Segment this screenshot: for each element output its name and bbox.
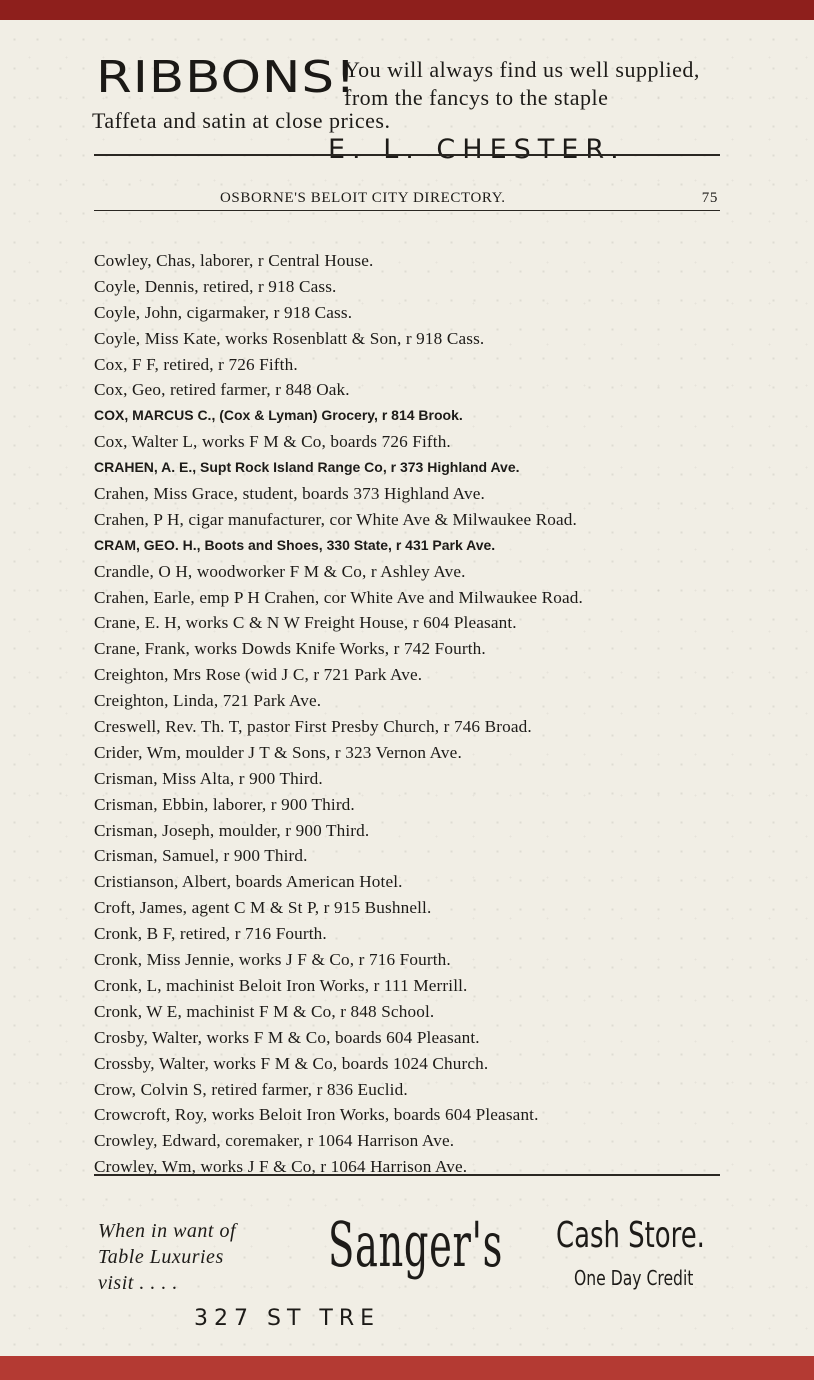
top-edge-band — [0, 0, 814, 20]
directory-entry: Crossby, Walter, works F M & Co, boards 1024 Church. — [94, 1053, 489, 1073]
directory-entry: Coyle, John, cigarmaker, r 918 Cass. — [94, 302, 353, 322]
directory-entry: Croft, James, agent C M & St P, r 915 Bushnell. — [94, 898, 432, 918]
directory-entry: Crahen, P H, cigar manufacturer, cor White Ave & Milwaukee Road. — [94, 509, 577, 529]
directory-entry: Crow, Colvin S, retired farmer, r 836 Euclid. — [94, 1079, 408, 1099]
directory-entry: Coyle, Miss Kate, works Rosenblatt & Son, r 918 Cass. — [94, 328, 485, 348]
header-divider-rule — [94, 210, 720, 211]
directory-entry: Creswell, Rev. Th. T, pastor First Presby Church, r 746 Broad. — [94, 717, 532, 737]
ad-luxuries-line: visit . . . . — [98, 1272, 178, 1294]
directory-entry: Cristianson, Albert, boards American Hotel. — [94, 872, 403, 892]
directory-entry: Crisman, Joseph, moulder, r 900 Third. — [94, 820, 370, 840]
directory-entry: Coyle, Dennis, retired, r 918 Cass. — [94, 276, 337, 296]
directory-entry: CRAHEN, A. E., Supt Rock Island Range Co, r 373 Highland Ave. — [94, 459, 520, 476]
directory-title: OSBORNE'S BELOIT CITY DIRECTORY. — [220, 190, 506, 206]
directory-entry: Cronk, Miss Jennie, works J F & Co, r 716 Fourth. — [94, 950, 451, 970]
ad-luxuries-line: When in want of — [98, 1220, 237, 1242]
ad-tagline: You will always find us well supplied, from the fancys to the staple — [344, 57, 700, 110]
directory-entry: Crowley, Edward, coremaker, r 1064 Harrison Ave. — [94, 1131, 455, 1151]
page-number: 75 — [701, 190, 718, 206]
ad-subline: Taffeta and satin at close prices. — [92, 108, 391, 133]
directory-page — [0, 20, 814, 1356]
bottom-divider-rule — [94, 1174, 720, 1176]
directory-entry: Crowcroft, Roy, works Beloit Iron Works, boards 604 Pleasant. — [94, 1105, 539, 1125]
ad-store-terms: One Day Credit — [574, 1266, 694, 1290]
running-header — [94, 188, 720, 210]
directory-entry: Crisman, Miss Alta, r 900 Third. — [94, 768, 323, 788]
ad-store-name: Sanger's — [328, 1208, 503, 1281]
directory-entry: COX, MARCUS C., (Cox & Lyman) Grocery, r 814 Brook. — [94, 407, 463, 424]
top-divider-rule — [94, 154, 720, 156]
directory-entry: Cronk, L, machinist Beloit Iron Works, r 111 Merrill. — [94, 975, 468, 995]
directory-entry: Crisman, Ebbin, laborer, r 900 Third. — [94, 794, 355, 814]
directory-entry: Crahen, Miss Grace, student, boards 373 Highland Ave. — [94, 484, 485, 504]
directory-entry: Creighton, Linda, 721 Park Ave. — [94, 691, 322, 711]
directory-entry: Crane, E. H, works C & N W Freight House, r 604 Pleasant. — [94, 613, 517, 633]
directory-entry: Cox, Geo, retired farmer, r 848 Oak. — [94, 380, 350, 400]
directory-entry: Crisman, Samuel, r 900 Third. — [94, 846, 308, 866]
ad-store-address: 327 ST TRE — [194, 1306, 381, 1331]
directory-entry: Cronk, B F, retired, r 716 Fourth. — [94, 924, 327, 944]
ad-luxuries-line: Table Luxuries — [98, 1246, 224, 1268]
directory-entry: Crowley, Wm, works J F & Co, r 1064 Harrison Ave. — [94, 1157, 468, 1177]
top-advertisement — [92, 42, 732, 172]
bottom-edge-band — [0, 1356, 814, 1380]
directory-entry: Crider, Wm, moulder J T & Sons, r 323 Vernon Ave. — [94, 742, 462, 762]
directory-entry: Cowley, Chas, laborer, r Central House. — [94, 251, 374, 270]
ad-store-type: Cash Store. — [556, 1215, 705, 1256]
directory-entry: Crahen, Earle, emp P H Crahen, cor White Ave and Milwaukee Road. — [94, 587, 583, 607]
directory-entry: Cox, Walter L, works F M & Co, boards 726 Fifth. — [94, 432, 451, 452]
ad-merchant-name: E. L. CHESTER. — [328, 134, 626, 165]
directory-entry: Cronk, W E, machinist F M & Co, r 848 School. — [94, 1001, 435, 1021]
directory-entry: Crandle, O H, woodworker F M & Co, r Ashley Ave. — [94, 561, 466, 581]
directory-entry: Crane, Frank, works Dowds Knife Works, r 742 Fourth. — [94, 639, 486, 659]
directory-entry: Crosby, Walter, works F M & Co, boards 604 Pleasant. — [94, 1027, 480, 1047]
ad-headline: RIBBONS! — [96, 52, 357, 103]
bottom-advertisement — [94, 1206, 734, 1336]
directory-entry: Cox, F F, retired, r 726 Fifth. — [94, 354, 298, 374]
ad-luxuries-text — [98, 1218, 236, 1296]
directory-entries — [94, 248, 734, 1180]
directory-entry: CRAM, GEO. H., Boots and Shoes, 330 State, r 431 Park Ave. — [94, 536, 496, 553]
directory-entry: Creighton, Mrs Rose (wid J C, r 721 Park Ave. — [94, 665, 423, 685]
